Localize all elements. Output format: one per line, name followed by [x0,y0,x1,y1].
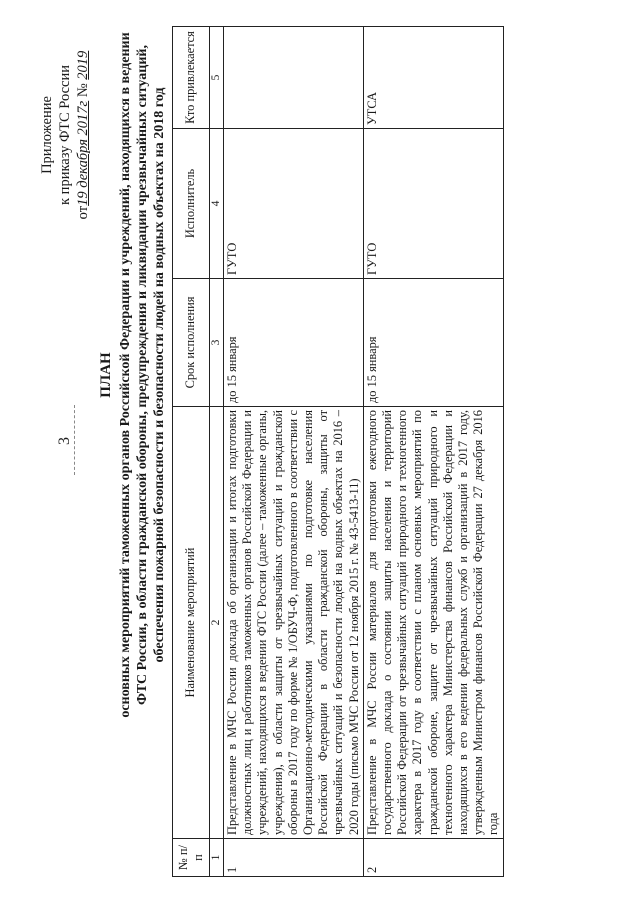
row-executor: ГУТО [224,129,364,279]
appendix-line1: Приложение [39,96,55,174]
column-number: 3 [210,279,224,407]
appendix-date-line [74,25,92,245]
row-name: Представление в МЧС России доклада об организации и итогах подготовки должностных лиц и работников таможенных органов Российской Федерации и учреждений, находящихся в ведении ФТС России (далее – таможенные органы, учреждения), в области защиты от чрезвычайных ситуаций и гражданской обороны в 2017 году по форме № 1/ОБУЧ-Ф, подготовленного в соответствии с Организационно-методическими указаниями по подготовке населения Российской Федерации в области гражданской обороны, защиты от чрезвычайных ситуаций и безопасности людей на водных объектах на 2016 – 2020 годы (письмо МЧС России от 12 ноября 2015 г. № 43-5413-11) [224,407,364,839]
header-name: Наименование мероприятий [173,407,210,839]
column-number: 1 [210,839,224,877]
table-header-row [173,27,210,877]
row-executor: ГУТО [363,129,503,279]
page-number: 3 [56,437,73,445]
title-line2: ФТС России, в области гражданской обороны, предупреждения и ликвидации чрезвычайных ситуаций, [135,45,150,705]
row-involved: УТСА [363,27,503,129]
title-line1: основных мероприятий таможенных органов Российской Федерации и учреждений, находящихся в ведении [118,32,133,718]
header-deadline: Срок исполнения [173,279,210,407]
appendix-line2: к приказу ФТС России [57,65,73,205]
row-name: Представление в МЧС России материалов для подготовки ежегодного государственного доклада о состоянии защиты населения и территорий Российской Федерации от чрезвычайных ситуаций природного и техногенного характера в 2017 году в соответствии с планом основных мероприятий по гражданской обороне, защите от чрезвычайных ситуаций природного и техногенного характера Министерства финансов Российской Федерации и находящихся в его ведении федеральных служб и организаций в 2017 году, утвержденным Министром финансов Российской Федерации 27 декабря 2016 года [363,407,503,839]
header-involved: Кто привлекается [173,27,210,129]
row-involved [224,27,364,129]
row-deadline: до 15 января [224,279,364,407]
appendix-date: 19 декабря 2017г [75,100,91,206]
title-line3: обеспечения пожарной безопасности и безопасности людей на водных объектах на 2018 год [152,87,167,663]
row-deadline: до 15 января [363,279,503,407]
appendix-date-prefix: от [75,205,91,220]
plan-table [172,26,504,877]
column-number: 2 [210,407,224,839]
column-number-row [210,27,224,877]
row-num: 1 [224,839,364,877]
column-number: 5 [210,27,224,129]
header-executor: Исполнитель [173,129,210,279]
page-number-divider [74,405,75,475]
table-row [363,27,503,877]
appendix-block [38,25,92,245]
document-title [98,25,168,725]
header-num: № п/п [173,839,210,877]
plan-heading: ПЛАН [98,352,114,398]
appendix-number-prefix: № [75,83,91,98]
table-row [224,27,364,877]
appendix-number: 2019 [75,50,91,80]
column-number: 4 [210,129,224,279]
row-num: 2 [363,839,503,877]
